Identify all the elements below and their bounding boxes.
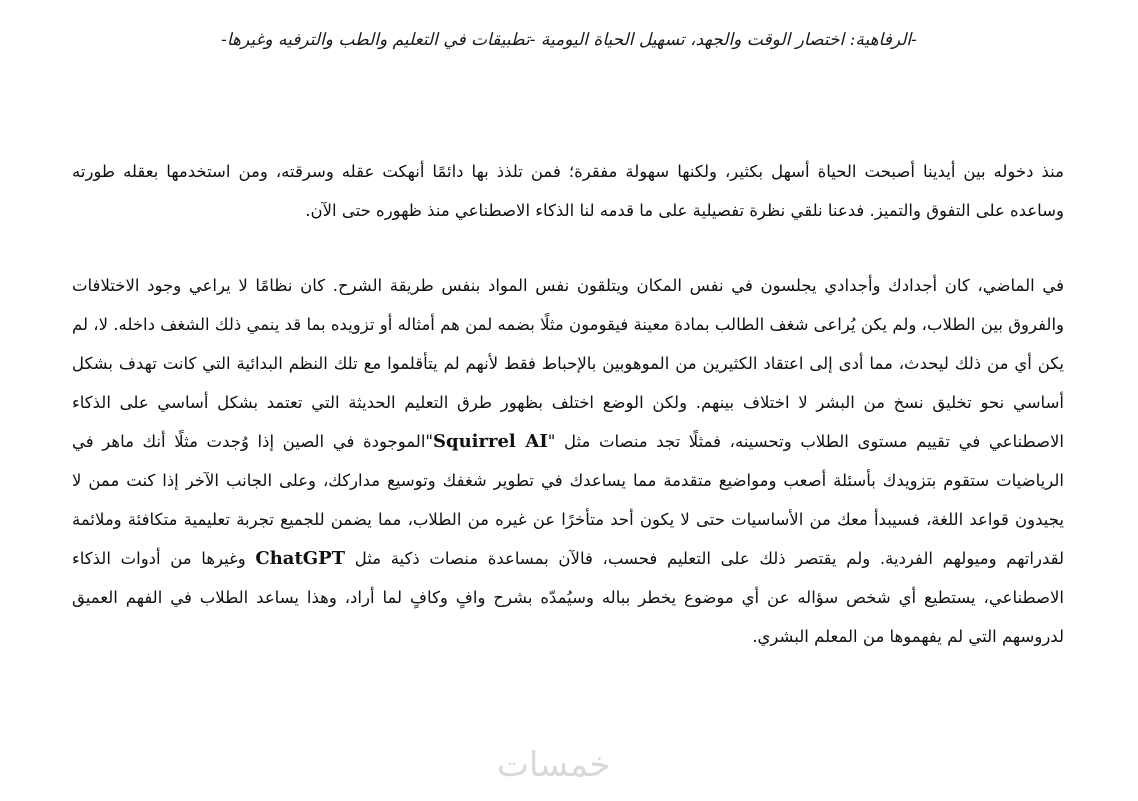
khamsat-watermark: خمسات bbox=[497, 745, 611, 785]
brand-chatgpt: ChatGPT bbox=[255, 548, 346, 569]
quote-open: " bbox=[547, 432, 556, 451]
intro-paragraph-text: منذ دخوله بين أيدينا أصبحت الحياة أسهل بكثير، ولكنها سهولة مفقرة؛ فمن تلذذ بها دائمًا أنهكت عقله وسرقته، ومن استخدمها بعقله طورته وساعده على التفوق والتميز. فدعنا نلقي نظرة تفصيلية على ما قدمه لنا الذكاء الاصطناعي منذ ظهوره حتى الآن. bbox=[72, 162, 1064, 220]
education-paragraph bbox=[72, 266, 1064, 656]
brand-squirrel-ai: Squirrel AI bbox=[433, 431, 548, 452]
education-text-part-3: وغيرها من أدوات الذكاء الاصطناعي، يستطيع أي شخص سؤاله عن أي موضوع يخطر بباله وسيُمدّه بشرح وافٍ وكافٍ لما أراد، وهذا يساعد الطلاب في الفهم العميق لدروسهم التي لم يفهموها من المعلم البشري. bbox=[72, 549, 1064, 646]
quote-close: " bbox=[425, 432, 433, 451]
intro-paragraph bbox=[72, 152, 1064, 230]
education-paragraph-text bbox=[72, 266, 1064, 656]
education-text-part-1: في الماضي، كان أجدادك وأجدادي يجلسون في نفس المكان ويتلقون نفس المواد بنفس طريقة الشرح. كان نظامًا لا يراعي وجود الاختلافات والفروق بين الطلاب، ولم يكن يُراعى شغف الطالب بمادة معينة فيقومون مثلًا بضمه لمن هم أمثاله أو تزويده بما قد ينمي ذلك الشغف داخله. لا، لم يكن أي من ذلك ليحدث، مما أدى إلى اعتقاد الكثيرين من الموهوبين بالإحباط فقط لأنهم لم يتأقلموا مع تلك النظم البدائية التي كانت تهدف بشكل أساسي نحو تخليق نسخ من البشر لا اختلاف بينهم. ولكن الوضع اختلف بظهور طرق التعليم الحديثة التي تعتمد بشكل أساسي على الذكاء الاصطناعي في تقييم مستوى الطلاب وتحسينه، فمثلًا تجد منصات مثل bbox=[72, 276, 1064, 451]
education-text-part-2: الموجودة في الصين إذا وُجدت مثلًا أنك ماهر في الرياضيات ستقوم بتزويدك بأسئلة أصعب ومواضيع متقدمة مما يساعدك في تطوير شغفك وتوسيع مداركك، وعلى الجانب الآخر إذا كنت ممن لا يجيدون قواعد اللغة، فسيبدأ معك من الأساسيات حتى لا يكون أحد متأخرًا عن غيره من الطلاب، مما يضمن للجميع تجربة تعليمية متكافئة وملائمة لقدراتهم وميولهم الفردية. ولم يقتصر ذلك على التعليم فحسب، فالآن بمساعدة منصات ذكية مثل bbox=[72, 432, 1064, 568]
section-heading: -الرفاهية: اختصار الوقت والجهد، تسهيل الحياة اليومية -تطبيقات في التعليم والطب والترفيه وغيرها- bbox=[221, 30, 917, 50]
